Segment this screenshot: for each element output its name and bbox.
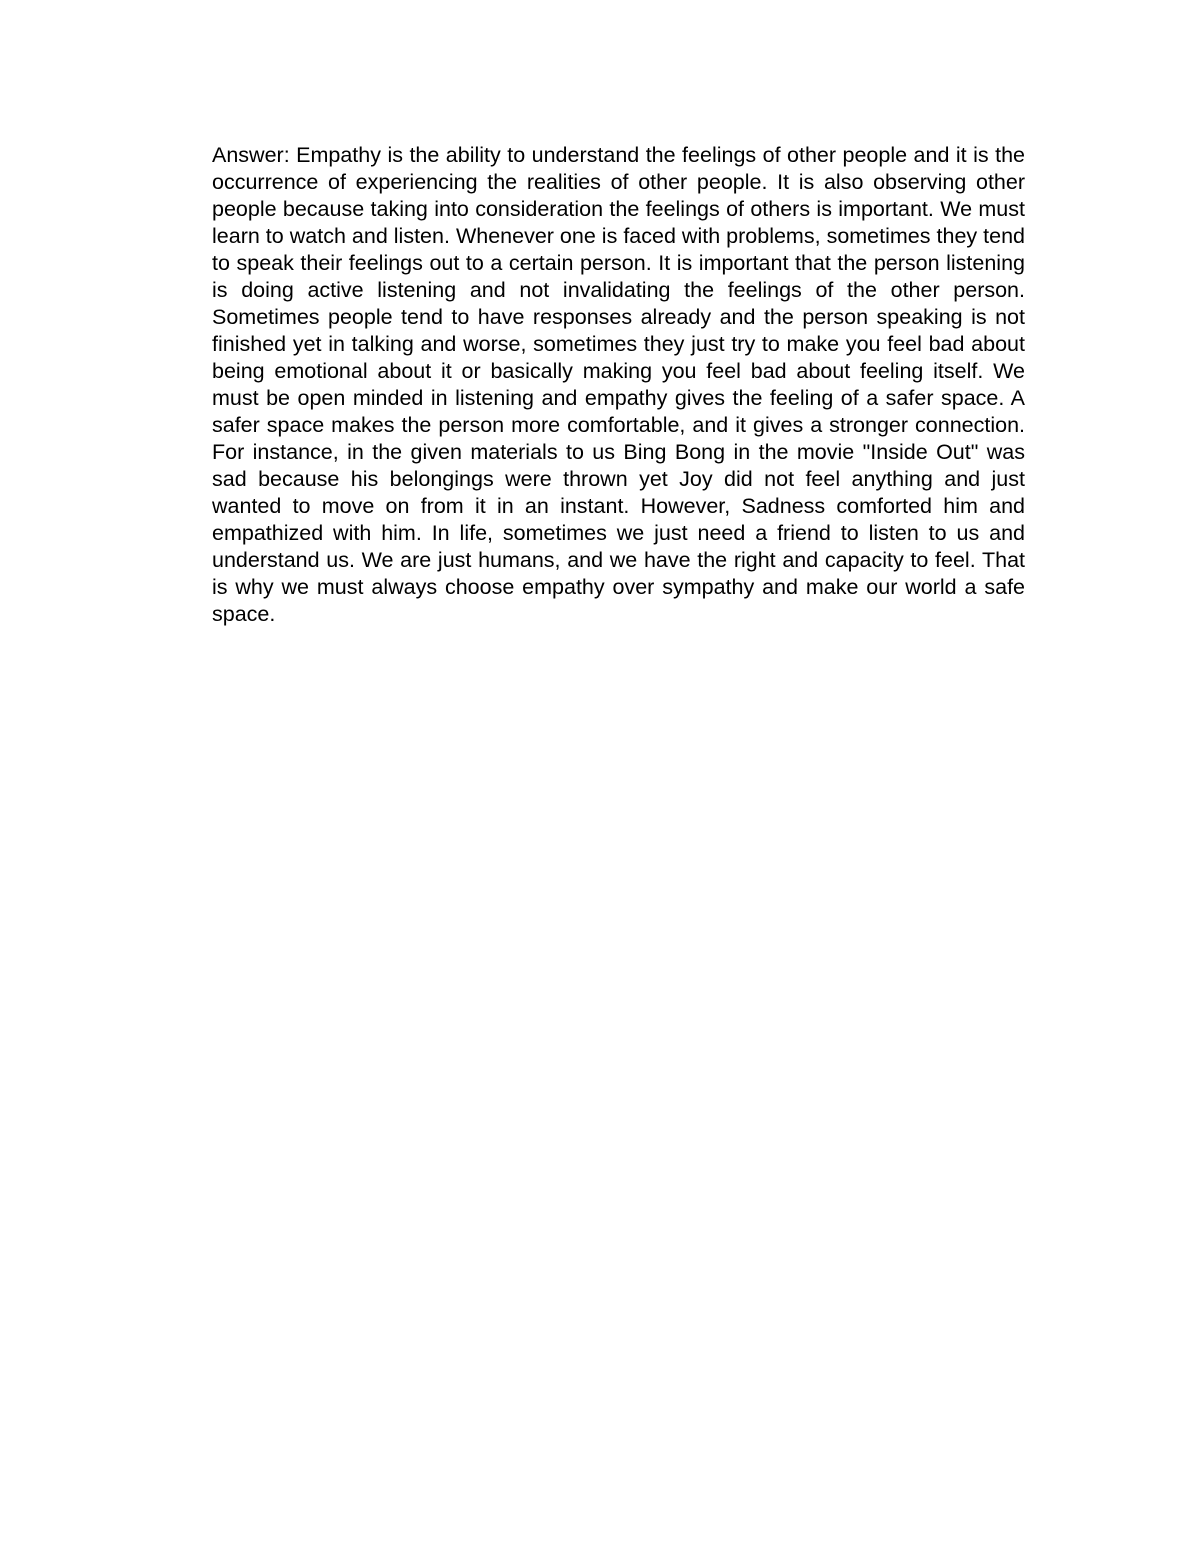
answer-paragraph: Answer: Empathy is the ability to understand the feelings of other people and it is the occurrence of experiencing the realities of other people. It is also observing other people because taking into consideration the feelings of others is important. We must learn to watch and listen. Whenever one is faced with problems, sometimes they tend to speak their feelings out to a certain person. It is important that the person listening is doing active listening and not invalidating the feelings of the other person. Sometimes people tend to have responses already and the person speaking is not finished yet in talking and worse, sometimes they just try to make you feel bad about being emotional about it or basically making you feel bad about feeling itself. We must be open minded in listening and empathy gives the feeling of a safer space. A safer space makes the person more comfortable, and it gives a stronger connection. For instance, in the given materials to us Bing Bong in the movie "Inside Out" was sad because his belongings were thrown yet Joy did not feel anything and just wanted to move on from it in an instant. However, Sadness comforted him and empathized with him. In life, sometimes we just need a friend to listen to us and understand us. We are just humans, and we have the right and capacity to feel. That is why we must always choose empathy over sympathy and make our world a safe space. [212,143,1025,626]
